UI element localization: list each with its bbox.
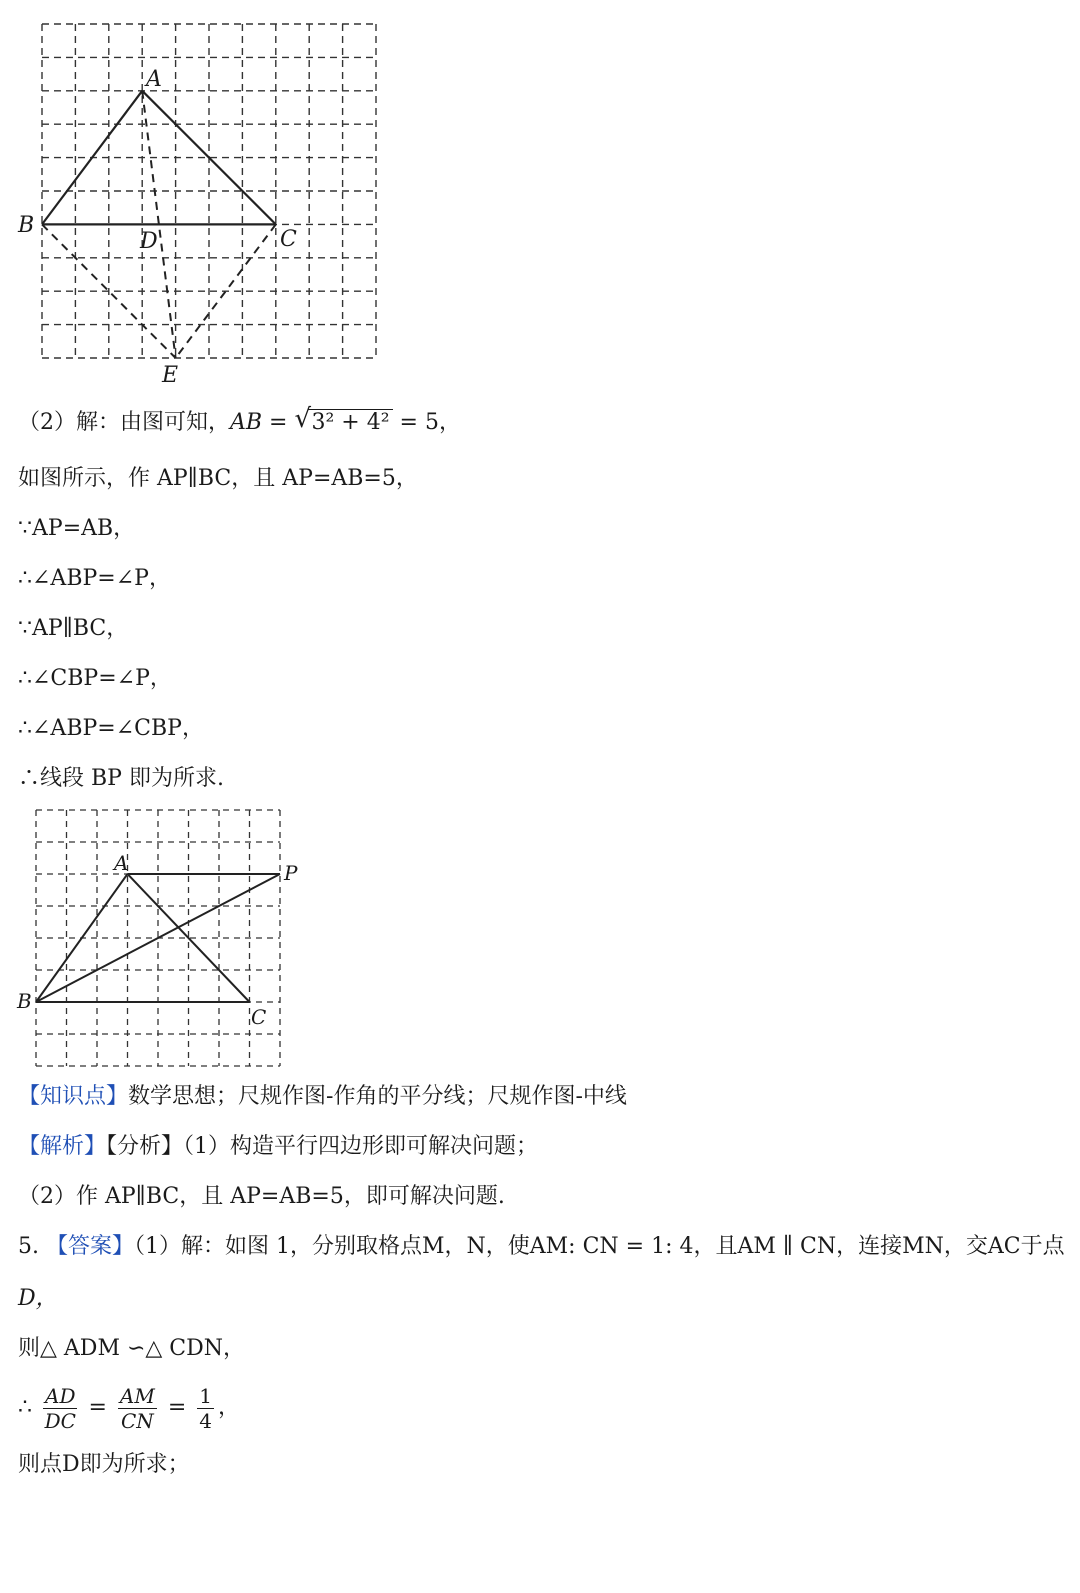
label-c2: C	[251, 1005, 267, 1029]
frac2-num: AM	[119, 1383, 155, 1408]
text-line-14: 则△ ADM ∽△ CDN，	[18, 1336, 246, 1361]
line1-prefix: （2）解：由图可知，	[18, 410, 230, 435]
text-line-16: 则点D即为所求；	[18, 1452, 190, 1477]
frac2-den: CN	[120, 1408, 154, 1433]
text-line-1	[18, 408, 461, 438]
fraction-line	[18, 1382, 240, 1434]
answer-text: （1）解：如图 1，分别取格点M，N，使AM: CN = 1: 4，且AM ∥ CN，连接MN，交AC于点	[134, 1234, 1065, 1259]
knowledge-point-line	[18, 1082, 627, 1112]
label-d: D	[140, 229, 158, 254]
answer-tag: 【答案】	[45, 1234, 134, 1259]
text-line-13: D，	[18, 1286, 58, 1311]
knowledge-point-text: 数学思想；尺规作图-作角的平分线；尺规作图-中线	[128, 1084, 627, 1109]
text-line-7: ∴∠ABP=∠CBP，	[18, 716, 204, 741]
line1-eq: =	[262, 410, 295, 435]
analysis-tag: 【解析】	[18, 1134, 107, 1159]
line1-ab: AB	[230, 410, 263, 435]
label-c: C	[280, 227, 297, 252]
therefore-symbol: ∴	[18, 1395, 39, 1420]
figure-1	[0, 0, 420, 400]
equals-2: =	[167, 1395, 187, 1420]
sqrt-expression	[294, 408, 392, 438]
text-line-5: ∵AP∥BC，	[18, 616, 129, 641]
question-5-line	[18, 1232, 1065, 1262]
label-a: A	[146, 67, 162, 92]
text-line-6: ∴∠CBP=∠P，	[18, 666, 172, 691]
text-line-2: 如图所示，作 AP∥BC，且 AP=AB=5，	[18, 466, 418, 491]
frac1-num: AD	[45, 1383, 76, 1408]
fraction-line-end: ，	[218, 1395, 241, 1420]
analysis-text: 【分析】（1）构造平行四边形即可解决问题；	[106, 1134, 539, 1159]
label-b: B	[18, 213, 35, 238]
text-line-8: ∴线段 BP 即为所求.	[18, 766, 224, 791]
question-number: 5.	[18, 1234, 46, 1259]
sqrt-radicand: 3² + 4²	[308, 409, 392, 435]
text-line-4: ∴∠ABP=∠P，	[18, 566, 171, 591]
line1-result: = 5，	[392, 410, 461, 435]
label-p: P	[284, 861, 298, 885]
text-line-11: （2）作 AP∥BC，且 AP=AB=5，即可解决问题.	[18, 1184, 505, 1209]
knowledge-point-tag: 【知识点】	[18, 1084, 129, 1109]
label-a2: A	[114, 851, 129, 875]
label-e: E	[162, 363, 179, 388]
figure-2	[0, 800, 330, 1075]
equals-1: =	[88, 1395, 107, 1420]
analysis-line	[18, 1132, 538, 1162]
frac1-den: DC	[44, 1408, 76, 1433]
fraction-ad-dc	[43, 1384, 77, 1433]
label-b2: B	[17, 989, 32, 1013]
fraction-1-4	[197, 1384, 214, 1433]
frac3-den: 4	[199, 1408, 213, 1433]
figure-1-grid	[42, 24, 376, 358]
fraction-am-cn	[118, 1384, 157, 1433]
text-line-3: ∵AP=AB，	[18, 516, 136, 541]
frac3-num: 1	[199, 1383, 213, 1408]
